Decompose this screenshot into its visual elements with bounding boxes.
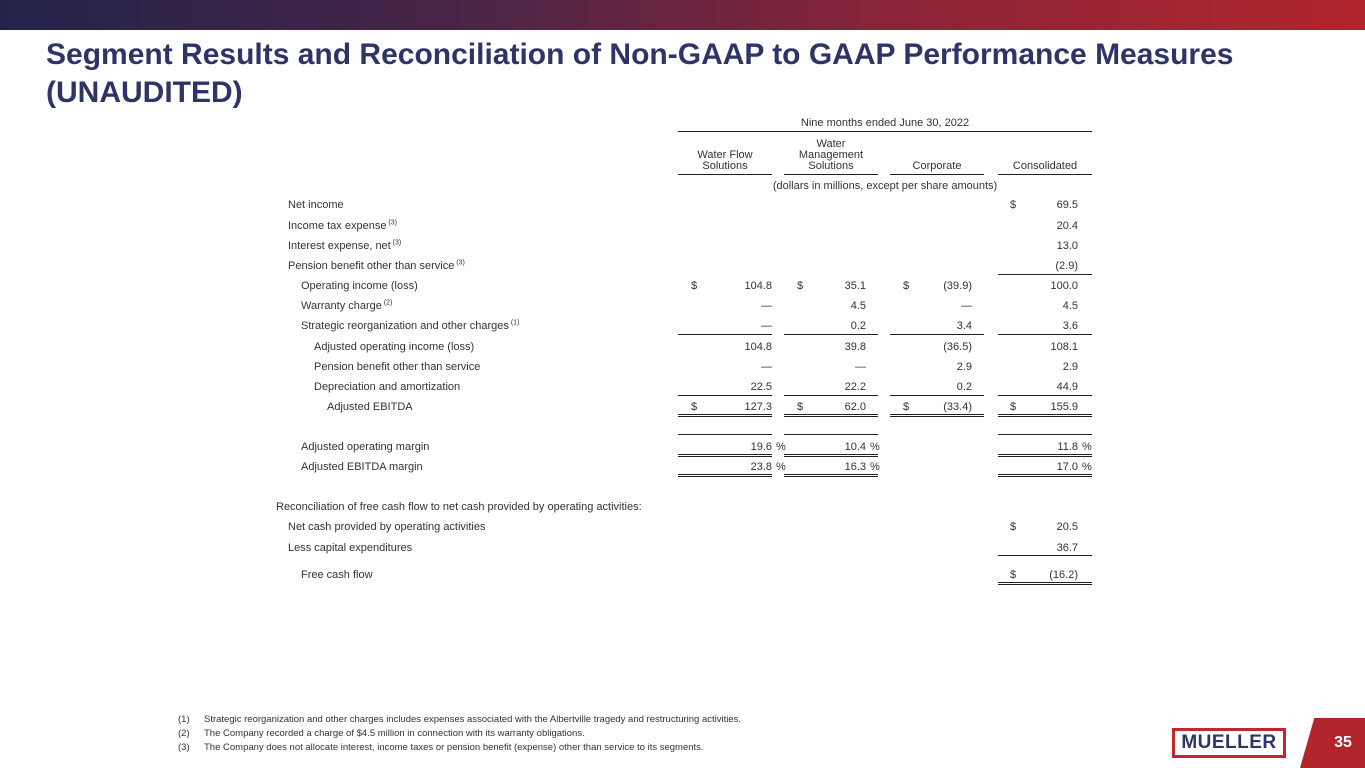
row-label: Pension benefit other than service $^{(3)}$ <box>288 259 465 272</box>
dollar-sign: $ <box>691 280 698 292</box>
cell-value: 0.2 <box>850 320 866 332</box>
dollar-sign: $ <box>903 280 910 292</box>
cell-value: 3.6 <box>1062 320 1078 332</box>
row-label: Operating income (loss) <box>301 280 418 292</box>
page-title: Segment Results and Reconciliation of Non-GAAP to GAAP Performance Measures (UNAUDITED) <box>46 38 1234 109</box>
total-double-rule <box>678 454 772 457</box>
dollar-sign: $ <box>1010 521 1017 533</box>
row-label: Less capital expenditures <box>288 542 413 554</box>
cell-value: (2.9) <box>1055 260 1078 272</box>
footnote-number: (3) <box>178 742 190 753</box>
footnote <box>178 727 1078 741</box>
column-header-rule <box>998 174 1092 175</box>
column-header-rule <box>890 174 984 175</box>
subtotal-rule <box>890 395 984 396</box>
row-label: Adjusted operating margin <box>301 441 430 453</box>
subtotal-rule <box>784 334 878 335</box>
total-double-rule <box>890 414 984 417</box>
subtotal-rule <box>998 334 1092 335</box>
mueller-logo <box>1172 728 1286 758</box>
percent-sign: % <box>870 441 880 453</box>
cell-value: — <box>961 300 972 312</box>
cell-value: 104.8 <box>744 341 772 353</box>
footnote-ref: (2) <box>381 299 393 307</box>
row-label: Depreciation and amortization <box>314 381 461 393</box>
footnote-ref: (1) <box>508 319 520 327</box>
cell-value: 0.2 <box>956 381 972 393</box>
total-double-rule <box>678 414 772 417</box>
column-header-water-management: Water Management Solutions <box>798 138 864 172</box>
subtotal-rule <box>998 434 1092 435</box>
footnote-ref: (3) <box>390 239 402 247</box>
cell-value: 4.5 <box>850 300 866 312</box>
cell-value: (39.9) <box>943 280 972 292</box>
cell-value: 19.6 <box>750 441 772 453</box>
cell-value: 2.9 <box>956 361 972 373</box>
period-header-rule <box>678 131 1092 132</box>
cell-value: 69.5 <box>1056 199 1078 211</box>
cell-value: 22.2 <box>844 381 866 393</box>
cell-value: 39.8 <box>844 341 866 353</box>
row-label: Adjusted EBITDA <box>327 401 413 413</box>
row-label: Warranty charge $^{(2)}$ <box>301 299 393 312</box>
column-header-water-flow: Water Flow Solutions <box>697 149 753 172</box>
row-label: Free cash flow <box>301 569 373 581</box>
row-label: Income tax expense $^{(3)}$ <box>288 219 397 232</box>
cell-value: 4.5 <box>1062 300 1078 312</box>
total-double-rule <box>998 474 1092 477</box>
subtotal-rule <box>998 395 1092 396</box>
dollar-sign: $ <box>797 401 804 413</box>
logo-text: MUELLER <box>1181 732 1277 753</box>
footnotes <box>178 713 1078 755</box>
page-number: 35 <box>1334 734 1352 751</box>
dollar-sign: $ <box>1010 569 1017 581</box>
cell-value: 2.9 <box>1062 361 1078 373</box>
total-double-rule <box>998 454 1092 457</box>
dollar-sign: $ <box>797 280 804 292</box>
cell-value: — <box>855 361 866 373</box>
total-double-rule <box>998 582 1092 585</box>
footnote-text: Strategic reorganization and other charges includes expenses associated with the Albertville tragedy and restructuring activities. <box>204 714 742 725</box>
total-double-rule <box>998 414 1092 417</box>
row-label: Pension benefit other than service <box>314 361 481 373</box>
footnote <box>178 713 1078 727</box>
cell-value: 36.7 <box>1056 542 1078 554</box>
cell-value: (33.4) <box>943 401 972 413</box>
dollar-sign: $ <box>691 401 698 413</box>
cell-value: 13.0 <box>1056 240 1078 252</box>
subtotal-rule <box>784 434 878 435</box>
column-header-rule <box>678 174 772 175</box>
cell-value: 127.3 <box>744 401 772 413</box>
units-note: (dollars in millions, except per share amounts) <box>772 180 998 192</box>
cell-value: 35.1 <box>844 280 866 292</box>
cell-value: 10.4 <box>844 441 866 453</box>
cell-value: 20.5 <box>1056 521 1078 533</box>
subtotal-rule <box>784 395 878 396</box>
cell-value: — <box>761 300 772 312</box>
cell-value: 16.3 <box>844 461 866 473</box>
cell-value: 3.4 <box>956 320 972 332</box>
cell-value: (36.5) <box>943 341 972 353</box>
dollar-sign: $ <box>903 401 910 413</box>
cell-value: 23.8 <box>750 461 772 473</box>
cell-value: 44.9 <box>1056 381 1078 393</box>
subtotal-rule <box>998 555 1092 556</box>
footnote-number: (1) <box>178 714 190 725</box>
cell-value: 22.5 <box>750 381 772 393</box>
footnote-text: The Company does not allocate interest, income taxes or pension benefit (expense) other than service to its segments. <box>204 742 704 753</box>
footnote <box>178 741 1078 755</box>
row-label: Net cash provided by operating activities <box>288 521 486 533</box>
cell-value: 155.9 <box>1050 401 1078 413</box>
total-double-rule <box>678 474 772 477</box>
footnote-number: (2) <box>178 728 190 739</box>
percent-sign: % <box>1082 461 1092 473</box>
total-double-rule <box>784 414 878 417</box>
column-header-consolidated: Consolidated <box>1012 160 1078 172</box>
subtotal-rule <box>678 334 772 335</box>
total-double-rule <box>784 474 878 477</box>
cell-value: 11.8 <box>1057 441 1078 453</box>
footnote-text: The Company recorded a charge of $4.5 million in connection with its warranty obligations. <box>204 728 585 739</box>
subtotal-rule <box>998 274 1092 275</box>
cell-value: — <box>761 320 772 332</box>
dollar-sign: $ <box>1010 401 1017 413</box>
row-label: Reconciliation of free cash flow to net cash provided by operating activities: <box>276 501 642 513</box>
footnote-ref: (3) <box>454 259 465 267</box>
cell-value: 108.1 <box>1050 341 1078 353</box>
row-label: Adjusted operating income (loss) <box>314 341 475 353</box>
column-header-corporate: Corporate <box>912 160 962 172</box>
cell-value: 62.0 <box>844 401 866 413</box>
footnote-ref: (3) <box>386 219 397 227</box>
percent-sign: % <box>870 461 880 473</box>
period-header: Nine months ended June 30, 2022 <box>800 117 970 129</box>
subtotal-rule <box>890 334 984 335</box>
subtotal-rule <box>678 434 772 435</box>
cell-value: 104.8 <box>744 280 772 292</box>
subtotal-rule <box>678 395 772 396</box>
dollar-sign: $ <box>1010 199 1017 211</box>
cell-value: — <box>761 361 772 373</box>
row-label: Net income <box>288 199 344 211</box>
row-label: Adjusted EBITDA margin <box>301 461 423 473</box>
percent-sign: % <box>776 461 786 473</box>
column-header-rule <box>784 174 878 175</box>
total-double-rule <box>784 454 878 457</box>
cell-value: 20.4 <box>1056 220 1078 232</box>
row-label: Strategic reorganization and other charges $^{(1)}$ <box>301 319 520 332</box>
cell-value: 100.0 <box>1050 280 1078 292</box>
percent-sign: % <box>1082 441 1092 453</box>
cell-value: (16.2) <box>1049 569 1078 581</box>
percent-sign: % <box>776 441 786 453</box>
row-label: Interest expense, net $^{(3)}$ <box>288 239 402 252</box>
cell-value: 17.0 <box>1056 461 1078 473</box>
